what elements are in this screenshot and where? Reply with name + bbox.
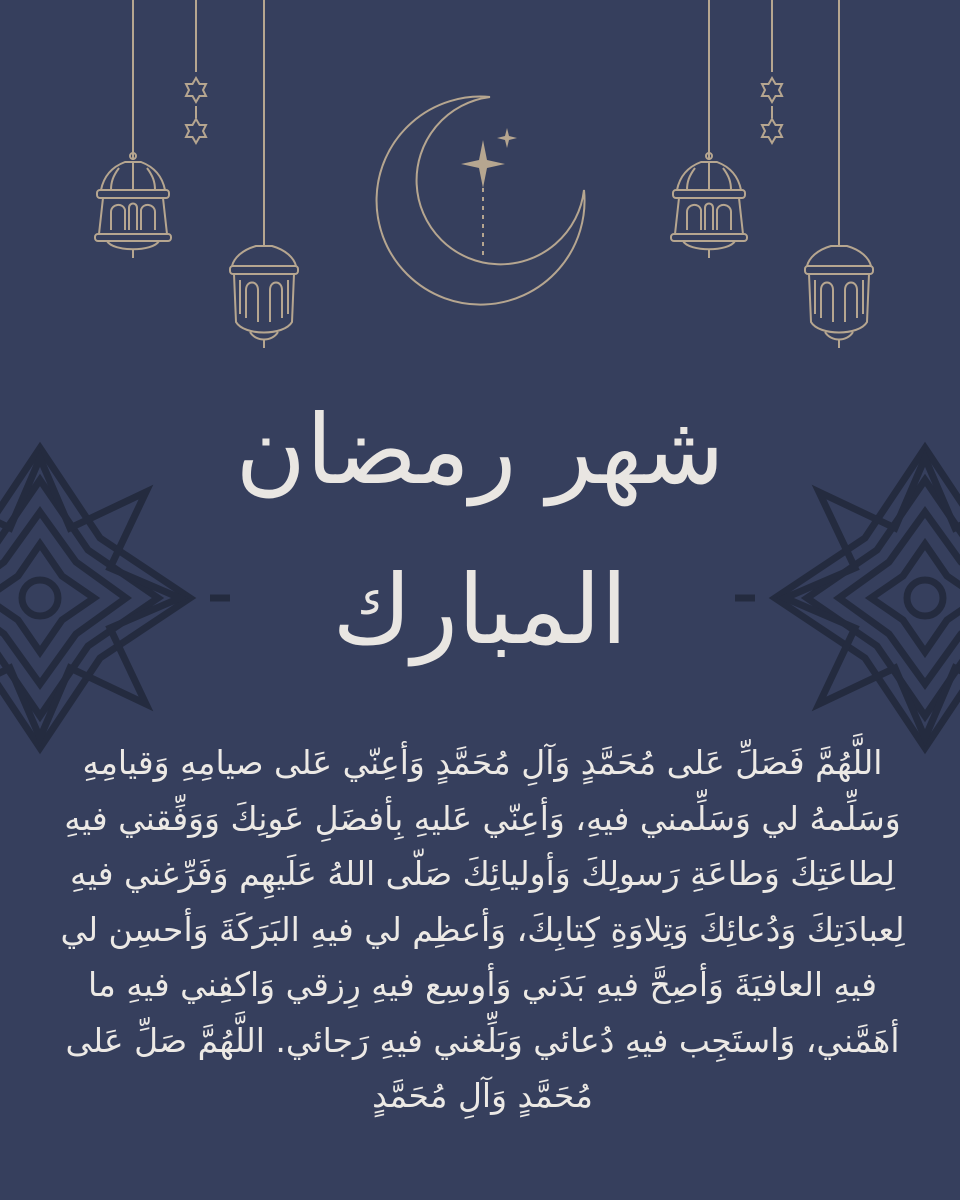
title-line-2: المبارك [332,554,628,666]
crescent-moon-icon [377,97,585,305]
hanging-star-ornament-icon [186,78,782,143]
dua-text: اللَّهُمَّ فَصَلِّ عَلى مُحَمَّدٍ وَآلِ مُحَمَّدٍ وَأعِنّي عَلى صيامِهِ وَقيامِهِ وَسَلِّمهُ لي وَسَلِّمني فيهِ، وَأعِنّي عَليهِ بِأفضَلِ عَونِكَ وَوَفِّقني فيهِ لِطاعَتِكَ وَطاعَةِ رَسولِكَ وَأوليائِكَ صَلّى اللهُ عَلَيهِم وَفَرِّغني فيهِ لِعبادَتِكَ وَدُعائِكَ وَتِلاوَةِ كِتابِكَ، وَأعظِم لي فيهِ البَرَكَةَ وَأحسِن لي فيهِ العافيَةَ وَأصِحَّ فيهِ بَدَني وَأوسِع فيهِ رِزقي وَاكفِني فيهِ ما أهَمَّني، وَاستَجِب فيهِ دُعائي وَبَلِّغني فيهِ رَجائي. اللَّهُمَّ صَلِّ عَلى مُحَمَّدٍ وَآلِ مُحَمَّدٍ [60,743,905,1115]
title-line-1: شهر رمضان [235,394,725,506]
hanging-strings [133,0,839,235]
star-icon [461,128,517,188]
